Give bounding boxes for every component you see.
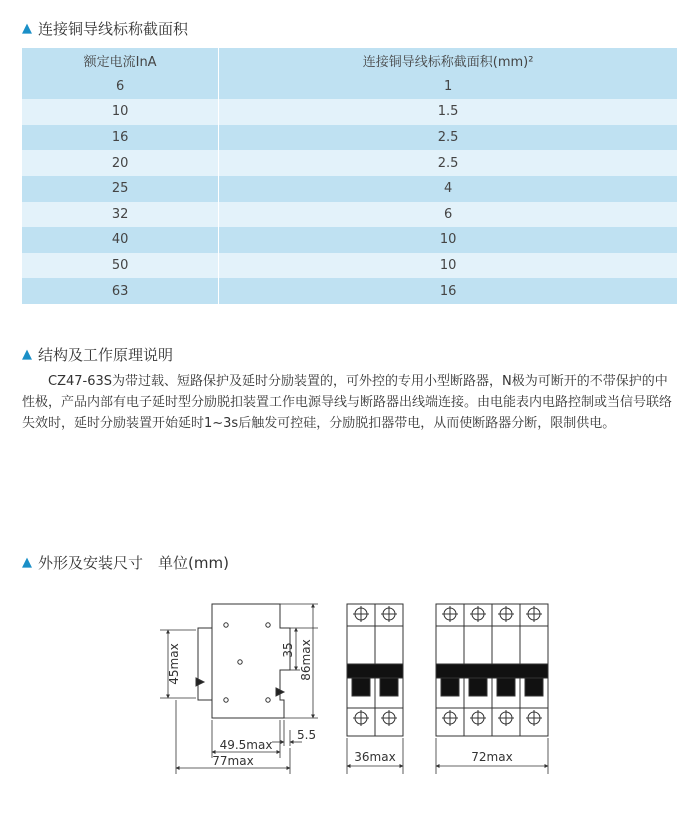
section-heading-structure bbox=[22, 344, 173, 365]
table-cell: 6 bbox=[22, 74, 219, 100]
side-view-drawing bbox=[196, 604, 290, 718]
column-header: 连接铜导线标称截面积(mm)² bbox=[219, 48, 677, 74]
table-header-row bbox=[22, 48, 677, 74]
table-cell: 1 bbox=[443, 78, 453, 94]
table-cell: 63 bbox=[22, 278, 219, 304]
section-title: 连接铜导线标称截面积 bbox=[38, 20, 189, 38]
triangle-icon: ▲ bbox=[22, 347, 32, 362]
description-text bbox=[22, 371, 680, 434]
table-cell: 1.5 bbox=[437, 104, 459, 120]
table-row bbox=[22, 278, 677, 304]
table-cell: 10 bbox=[439, 232, 457, 248]
table-row bbox=[22, 125, 677, 151]
table-row bbox=[22, 202, 677, 228]
table-cell: 20 bbox=[22, 150, 219, 176]
table-row bbox=[22, 99, 677, 125]
dimension-drawings bbox=[0, 580, 700, 780]
description-paragraph: CZ47-63S为带过载、短路保护及延时分励装置的，可外控的专用小型断路器，N极为可断开的不带保护的中性极，产品内部有电子延时型分励脱扣装置工作电源导线与断路器出线端连接。由电能表内电路控制或当信号联络失效时，延时分励装置开始延时1~3s后触发可控硅，分励脱扣器带电，从而使断路器分断，限制供电。 bbox=[22, 374, 673, 431]
table-row bbox=[22, 227, 677, 253]
column-header: 额定电流InA bbox=[22, 48, 219, 74]
dimension-label: 49.5max bbox=[219, 738, 273, 752]
table-cell: 32 bbox=[22, 202, 219, 228]
table-row bbox=[22, 74, 677, 100]
front-view-4p bbox=[436, 604, 548, 736]
table-cell: 25 bbox=[22, 176, 219, 202]
table-cell: 16 bbox=[439, 283, 457, 299]
table-cell: 2.5 bbox=[437, 155, 459, 171]
table-cell: 2.5 bbox=[437, 130, 459, 146]
section-title: 结构及工作原理说明 bbox=[38, 346, 174, 364]
section-title: 外形及安装尺寸 单位(mm) bbox=[38, 554, 229, 572]
dimension-label: 86max bbox=[299, 639, 313, 681]
dimension-label: 45max bbox=[167, 643, 181, 685]
triangle-icon: ▲ bbox=[22, 555, 32, 570]
section-heading-wire bbox=[22, 18, 188, 39]
dimension-label: 77max bbox=[212, 754, 254, 768]
dimension-label: 36max bbox=[354, 750, 396, 764]
dimension-label: 5.5 bbox=[297, 728, 317, 742]
table-cell: 16 bbox=[22, 125, 219, 151]
table-cell: 10 bbox=[439, 258, 457, 274]
front-view-2p bbox=[347, 604, 403, 736]
section-heading-dimensions bbox=[22, 552, 229, 573]
dimension-label: 35 bbox=[281, 642, 295, 658]
table-row bbox=[22, 176, 677, 202]
wire-section-table bbox=[22, 48, 677, 304]
table-row bbox=[22, 253, 677, 279]
table-cell: 4 bbox=[443, 181, 453, 197]
dimension-label: 72max bbox=[471, 750, 513, 764]
table-cell: 6 bbox=[443, 206, 453, 222]
table-cell: 10 bbox=[22, 99, 219, 125]
table-cell: 40 bbox=[22, 227, 219, 253]
table-cell: 50 bbox=[22, 253, 219, 279]
table-row bbox=[22, 150, 677, 176]
triangle-icon: ▲ bbox=[22, 21, 32, 36]
